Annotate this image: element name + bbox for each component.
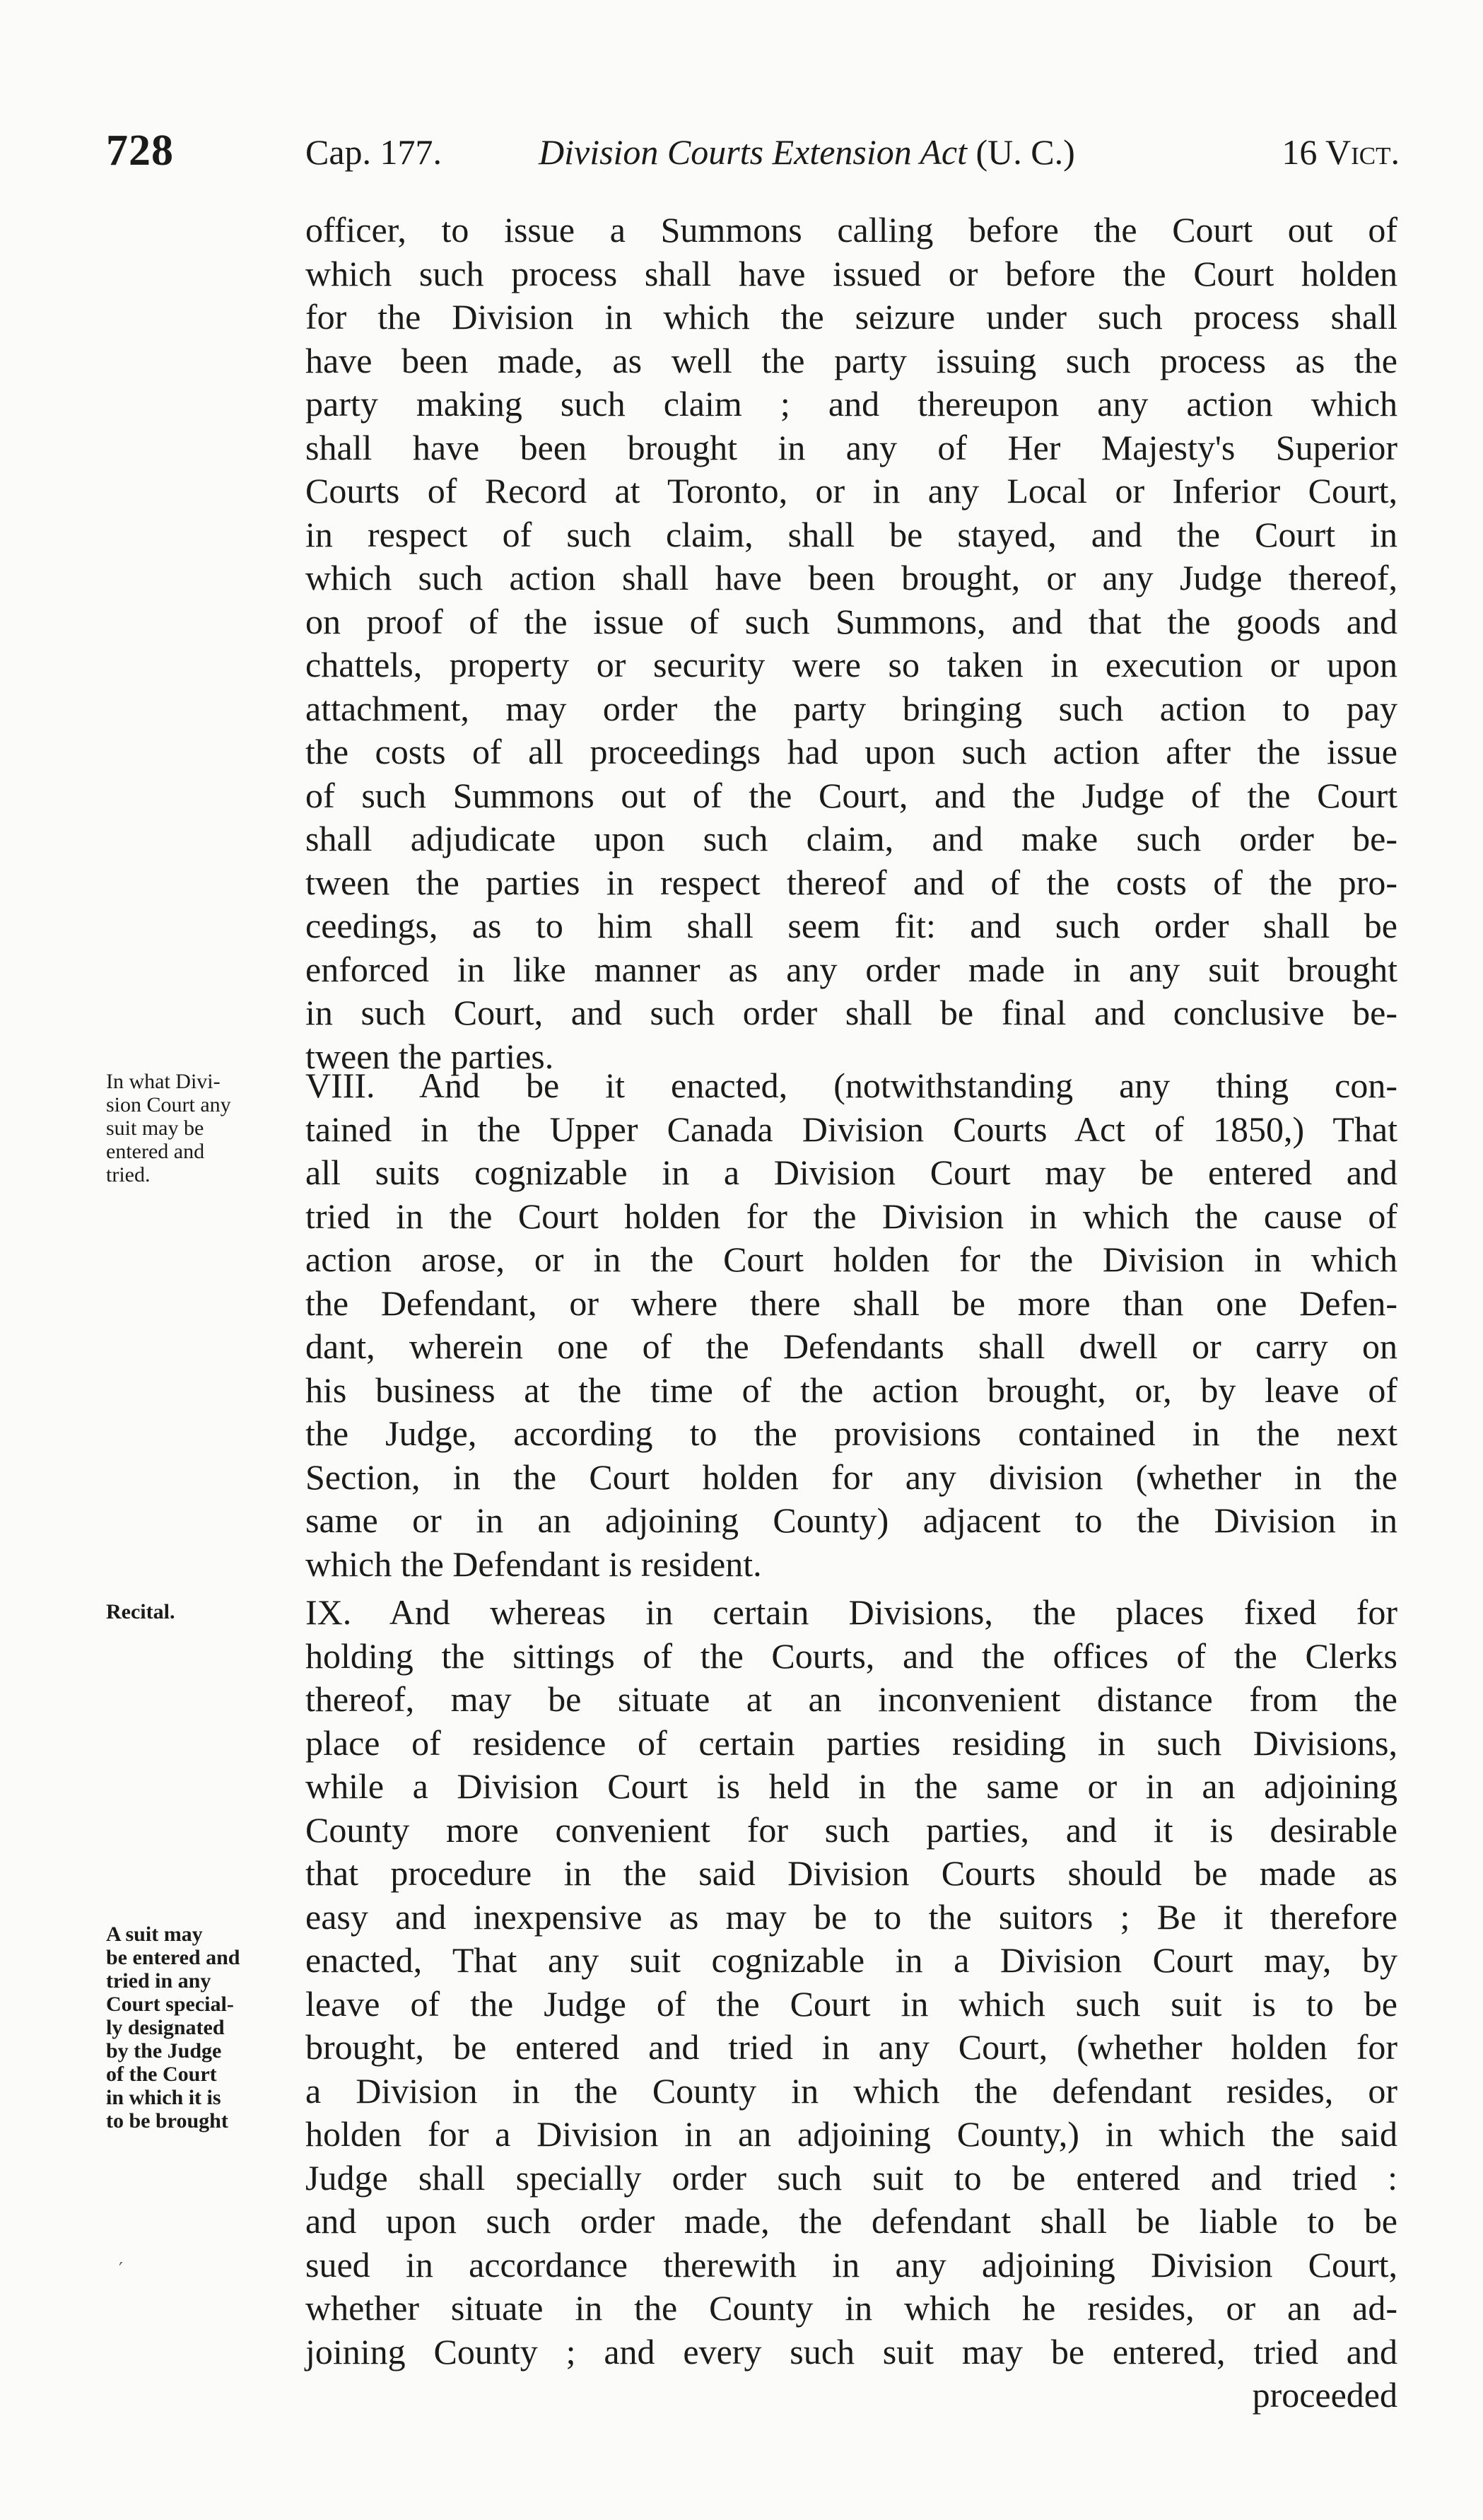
text-line: the Judge, according to the provisions contained in the next — [305, 1413, 1397, 1453]
act-title-suffix: (U. C.) — [966, 132, 1075, 172]
text-line: whether situate in the County in which he resides, or an ad- — [305, 2288, 1397, 2328]
text-line: of such Summons out of the Court, and the Judge of the Court — [305, 775, 1397, 815]
margin-note-line: Recital. — [106, 1600, 175, 1623]
page-number: 728 — [106, 127, 174, 175]
margin-note-line: by the Judge — [106, 2039, 222, 2063]
text-line: place of residence of certain parties residing in such Divisions, — [305, 1722, 1397, 1763]
text-line: for the Division in which the seizure under such process shall — [305, 297, 1397, 337]
margin-note-line: ly designated — [106, 2016, 225, 2039]
text-line: holding the sittings of the Courts, and the offices of the Clerks — [305, 1635, 1397, 1676]
text-line: IX. And whereas in certain Divisions, the places fixed for — [305, 1592, 1397, 1632]
text-line: and upon such order made, the defendant shall be liable to be — [305, 2201, 1397, 2241]
margin-note-section-8 — [106, 1070, 297, 1186]
margin-note-line: Court special- — [106, 1993, 234, 2016]
text-line: chattels, property or security were so taken in execution or upon — [305, 645, 1397, 684]
text-line: on proof of the issue of such Summons, and that the goods and — [305, 601, 1397, 641]
text-line: easy and inexpensive as may be to the suitors ; Be it therefore — [305, 1896, 1397, 1937]
text-line: enacted, That any suit cognizable in a Division Court may, by — [305, 1940, 1397, 1980]
text-line: which such action shall have been brought, or any Judge thereof, — [305, 558, 1397, 597]
text-line: have been made, as well the party issuing such process as the — [305, 340, 1397, 380]
text-line: dant, wherein one of the Defendants shall dwell or carry on — [305, 1326, 1397, 1366]
section-8 — [305, 1064, 1397, 1586]
text-line: a Division in the County in which the defendant resides, or — [305, 2070, 1397, 2111]
text-line: in respect of such claim, shall be stayed, and the Court in — [305, 514, 1397, 554]
text-line: attachment, may order the party bringing such action to pay — [305, 688, 1397, 728]
margin-note-line: In what Divi- — [106, 1070, 221, 1093]
text-line: that procedure in the said Division Courts should be made as — [305, 1853, 1397, 1893]
running-header — [106, 126, 1400, 182]
text-line: same or in an adjoining County) adjacent to the Division in — [305, 1500, 1397, 1540]
text-line: in such Court, and such order shall be final and conclusive be- — [305, 993, 1397, 1032]
act-title — [539, 132, 1075, 173]
margin-note-line: tried in any — [106, 1969, 211, 1993]
text-line: Judge shall specially order such suit to be entered and tried : — [305, 2157, 1397, 2198]
catchword: proceeded — [1252, 2375, 1397, 2415]
margin-note-line: of the Court — [106, 2063, 217, 2086]
text-line: action arose, or in the Court holden for the Division in which — [305, 1239, 1397, 1279]
text-line: holden for a Division in an adjoining County,) in which the said — [305, 2114, 1397, 2154]
text-line: tained in the Upper Canada Division Courts Act of 1850,) That — [305, 1109, 1397, 1149]
text-line: tween the parties in respect thereof and of the costs of the pro- — [305, 862, 1397, 902]
margin-note-recital — [106, 1600, 297, 1623]
margin-note-line: suit may be — [106, 1116, 204, 1140]
margin-note-line: A suit may — [106, 1923, 203, 1946]
text-line: sued in accordance therewith in any adjoining Division Court, — [305, 2244, 1397, 2285]
text-line: Courts of Record at Toronto, or in any Local or Inferior Court, — [305, 471, 1397, 511]
margin-note-line: in which it is — [106, 2086, 221, 2109]
text-line: County more convenient for such parties, and it is desirable — [305, 1809, 1397, 1850]
text-line: all suits cognizable in a Division Court may be entered and — [305, 1153, 1397, 1192]
margin-note-line: entered and — [106, 1140, 205, 1163]
text-line: while a Division Court is held in the same or in an adjoining — [305, 1766, 1397, 1806]
act-title-italic: Division Courts Extension Act — [539, 132, 967, 172]
text-line: thereof, may be situate at an inconvenient distance from the — [305, 1679, 1397, 1719]
text-line: party making such claim ; and thereupon any action which — [305, 384, 1397, 424]
text-line: which such process shall have issued or before the Court holden — [305, 253, 1397, 293]
text-line: Section, in the Court holden for any division (whether in the — [305, 1457, 1397, 1497]
chapter-number: Cap. 177. — [305, 132, 442, 172]
margin-note-section-9 — [106, 1923, 297, 2133]
text-line: the Defendant, or where there shall be more than one Defen- — [305, 1283, 1397, 1323]
text-line: leave of the Judge of the Court in which such suit is to be — [305, 1983, 1397, 2024]
margin-note-line: sion Court any — [106, 1093, 231, 1116]
text-line: shall have been brought in any of Her Majesty's Superior — [305, 427, 1397, 467]
text-line: joining County ; and every such suit may be entered, tried and — [305, 2331, 1397, 2372]
text-line: the costs of all proceedings had upon such action after the issue — [305, 732, 1397, 771]
text-line: his business at the time of the action brought, or, by leave of — [305, 1370, 1397, 1410]
text-line: VIII. And be it enacted, (notwithstanding any thing con- — [305, 1066, 1397, 1105]
paragraph-continued — [305, 209, 1397, 1078]
text-line: enforced in like manner as any order made in any suit brought — [305, 949, 1397, 989]
margin-note-line: be entered and — [106, 1946, 240, 1969]
regnal-year: 16 Vict. — [1282, 132, 1400, 172]
margin-note-line: tried. — [106, 1163, 151, 1186]
stray-mark: ′ — [119, 2259, 123, 2280]
text-line: tween the parties. — [305, 1036, 554, 1076]
text-line: shall adjudicate upon such claim, and make such order be- — [305, 819, 1397, 858]
text-line: officer, to issue a Summons calling before the Court out of — [305, 210, 1397, 250]
section-9 — [305, 1591, 1397, 2417]
text-line: tried in the Court holden for the Division in which the cause of — [305, 1196, 1397, 1236]
text-line: which the Defendant is resident. — [305, 1544, 762, 1584]
text-line: ceedings, as to him shall seem fit: and such order shall be — [305, 906, 1397, 945]
margin-note-line: to be brought — [106, 2109, 228, 2133]
text-line: brought, be entered and tried in any Court, (whether holden for — [305, 2027, 1397, 2067]
